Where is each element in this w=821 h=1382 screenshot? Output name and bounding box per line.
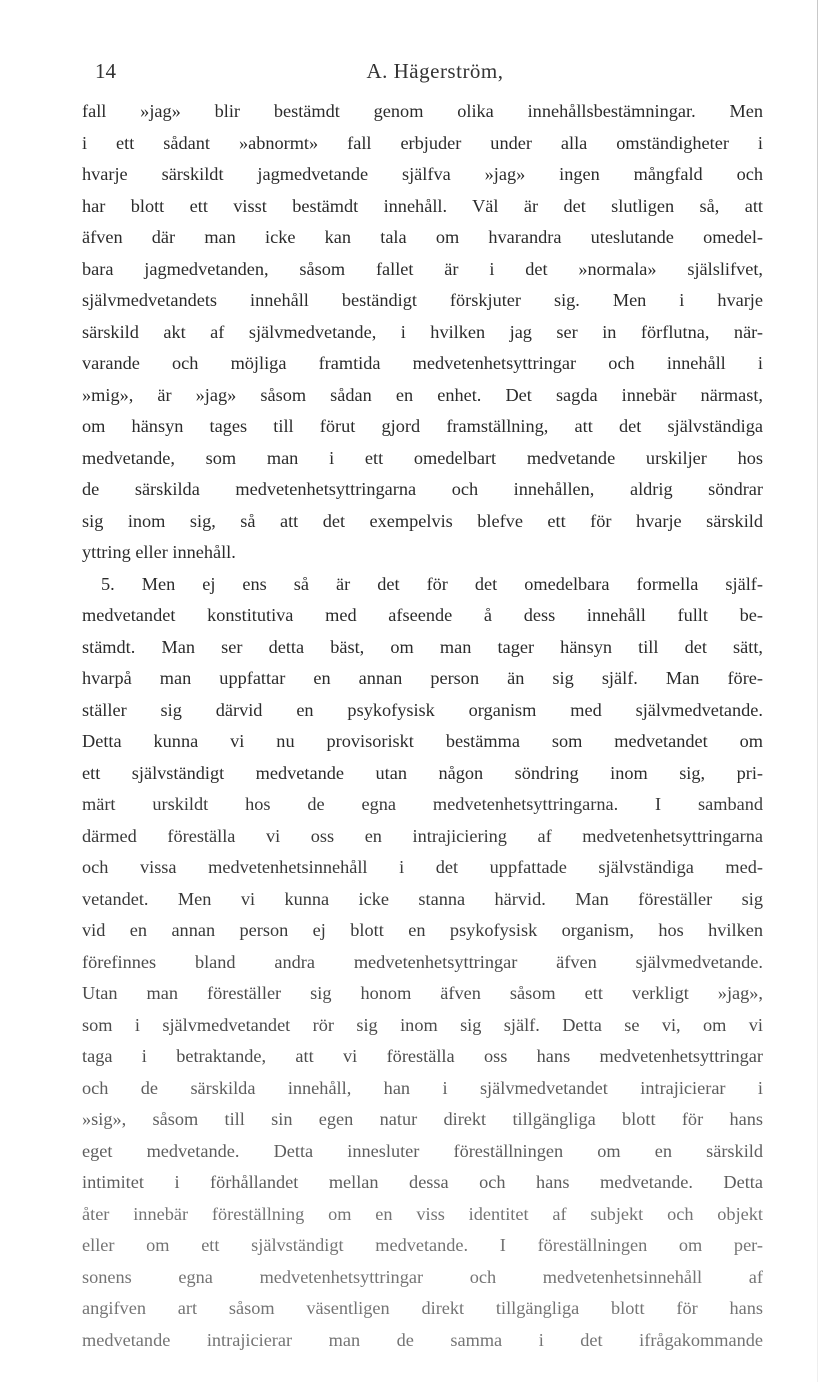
page-number: 14 [95,59,116,83]
text-line: stämdt. Man ser detta bäst, om man tager hänsyn till det sätt, [82,636,763,657]
text-line: eget medvetande. Detta innesluter föreställningen om en särskild [82,1140,763,1161]
text-line: intimitet i förhållandet mellan dessa och hans medvetande. Detta [82,1172,763,1192]
running-header [95,56,775,86]
page-edge-divider [817,0,818,1382]
text-line: ställer sig därvid en psykofysisk organism med självmedvetande. [82,699,763,720]
text-line: hvarpå man uppfattar en annan person än sig själf. Man före- [82,668,763,688]
text-line: om hänsyn tages till förut gjord framställning, att det självständiga [82,416,763,436]
text-line: eller om ett självständigt medvetande. I föreställningen om per- [82,1235,763,1255]
section-5-first-line: 5. Men ej ens så är det för det omedelbara formella själf- [101,573,763,594]
text-line: de särskilda medvetenhetsyttringarna och innehållen, aldrig söndrar [82,479,763,499]
body-text [82,96,763,1356]
text-line: medvetandet konstitutiva med afseende å dess innehåll fullt be- [82,605,763,625]
text-line: angifven art såsom väsentligen direkt tillgängliga blott för hans [82,1298,763,1318]
text-line: »mig», är »jag» såsom sådan en enhet. Det sagda innebär närmast, [82,384,763,405]
text-line: och de särskilda innehåll, han i självmedvetandet intrajicierar i [82,1077,763,1098]
text-line: hvarje särskildt jagmedvetande själfva »jag» ingen mångfald och [82,164,763,184]
text-line: sig inom sig, så att det exempelvis blefve ett för hvarje särskild [82,510,763,531]
text-line: i ett sådant »abnormt» fall erbjuder under alla omständigheter i [82,132,763,153]
text-line: sonens egna medvetenhetsyttringar och medvetenhetsinnehåll af [82,1266,763,1287]
text-line: medvetande, som man i ett omedelbart medvetande urskiljer hos [82,447,763,468]
text-line: fall »jag» blir bestämdt genom olika innehållsbestämningar. Men [82,101,763,121]
text-line: Detta kunna vi nu provisoriskt bestämma som medvetandet om [82,731,763,751]
text-line: därmed föreställa vi oss en intrajiciering af medvetenhetsyttringarna [82,825,763,846]
text-line: varande och möjliga framtida medvetenhetsyttringar och innehåll i [82,353,763,373]
text-line: märt urskildt hos de egna medvetenhetsyttringarna. I samband [82,794,763,814]
text-line: äfven där man icke kan tala om hvarandra uteslutande omedel- [82,227,763,247]
text-line: »sig», såsom till sin egen natur direkt tillgängliga blott för hans [82,1109,763,1129]
text-line: självmedvetandets innehåll beständigt förskjuter sig. Men i hvarje [82,290,763,310]
paragraph-end-line: yttring eller innehåll. [82,542,236,562]
header-author: A. Hägerström, [366,59,504,83]
text-line: särskild akt af självmedvetande, i hvilken jag ser in förflutna, när- [82,321,763,342]
text-line: och vissa medvetenhetsinnehåll i det uppfattade självständiga med- [82,857,763,877]
text-line: vid en annan person ej blott en psykofysisk organism, hos hvilken [82,920,763,940]
text-line: ett självständigt medvetande utan någon söndring inom sig, pri- [82,762,763,783]
text-line: vetandet. Men vi kunna icke stanna härvid. Man föreställer sig [82,888,763,909]
text-line: som i självmedvetandet rör sig inom sig själf. Detta se vi, om vi [82,1014,763,1035]
text-line: medvetande intrajicierar man de samma i det ifrågakommande [82,1329,763,1350]
text-line: Utan man föreställer sig honom äfven såsom ett verkligt »jag», [82,983,763,1003]
text-line: förefinnes bland andra medvetenhetsyttringar äfven självmedvetande. [82,951,763,972]
text-line: har blott ett visst bestämdt innehåll. Väl är det slutligen så, att [82,195,763,216]
text-line: bara jagmedvetanden, såsom fallet är i det »normala» själslifvet, [82,258,763,279]
text-line: åter innebär föreställning om en viss identitet af subjekt och objekt [82,1203,763,1224]
text-line: taga i betraktande, att vi föreställa oss hans medvetenhetsyttringar [82,1046,763,1066]
